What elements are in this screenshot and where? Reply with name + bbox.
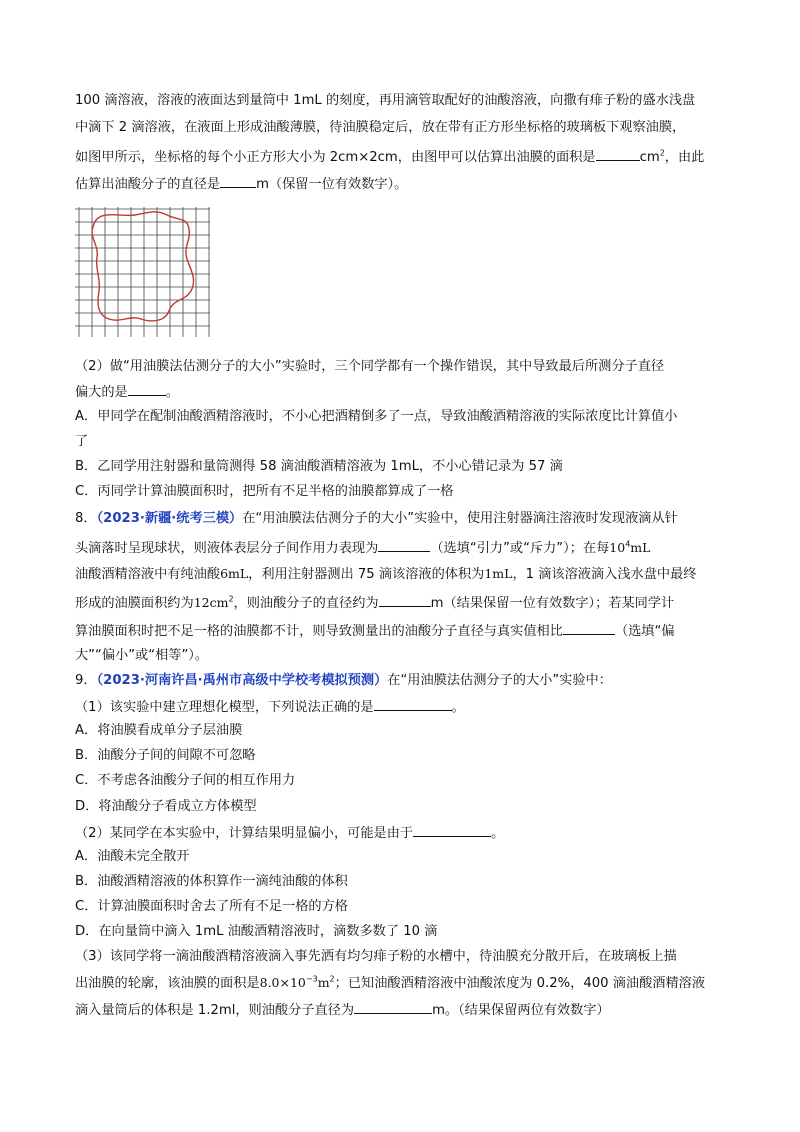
q9-1-option-c: C．不考虑各油酸分子间的相互作用力 [75,773,296,788]
answer-blank[interactable] [374,697,452,711]
q7-2-option-b: B．乙同学用注射器和量筒测得 58 滴油酸酒精溶液为 1mL，不小心错记录为 57 滴 [75,459,563,474]
q9-source: （2023·河南许昌·禹州市高级中学校考模拟预测） [96,673,388,688]
q9-3-line-3: 滴入量筒后的体积是 1.2ml，则油酸分子直径为 m。（结果保留两位有效数字） [75,1000,735,1020]
q9-1-option-b: B．油酸分子间的间隙不可忽略 [75,748,256,763]
q7-2-stem-line-2: 偏大的是 。 [75,382,735,402]
intro-line-2: 中滴下 2 滴溶液，在液面上形成油酸薄膜，待油膜稳定后，放在带有正方形坐标格的玻璃板下观察油膜， [75,120,686,135]
q7-2-option-a-cont: 了 [75,434,89,449]
oil-film-outline [92,212,193,321]
answer-blank[interactable] [378,538,430,552]
intro-line-3: 如图甲所示，坐标格的每个小正方形大小为 2cm×2cm，由图甲可以估算出油膜的面积是 $cm^2$，由此 [75,148,705,165]
answer-blank[interactable] [220,174,256,188]
q8-line-1: 8．（2023·新疆·统考三模）在“用油膜法估测分子的大小”实验中，使用注射器滴注溶液时发现液滴从针 [75,511,678,526]
q9-number: 9． [75,673,97,688]
intro-line-4: 估算出油酸分子的直径是 m（保留一位有效数字）。 [75,174,735,194]
q8-source: （2023·新疆·统考三模） [96,511,243,526]
intro-line-1: 100 滴溶液，溶液的液面达到量筒中 1mL 的刻度，再用滴管取配好的油酸溶液，向撒有痱子粉的盛水浅盘 [75,93,696,108]
q9-1-option-d: D．将油酸分子看成立方体模型 [75,799,257,814]
coordinate-grid [75,207,210,337]
q9-2-option-c: C．计算油膜面积时舍去了所有不足一格的方格 [75,899,348,914]
q9-1-stem: （1）该实验中建立理想化模型，下列说法正确的是 。 [75,697,735,717]
q8-line-2: 头滴落时呈现球状，则液体表层分子间作用力表现为 （选填“引力”或“斥力”）；在每$10^4mL$ [75,539,651,556]
q8-line-3: 油酸酒精溶液中有纯油酸6mL，利用注射器测出 75 滴该溶液的体积为1mL，1 滴该溶液滴入浅水盘中最终 [75,566,697,582]
q9-2-stem: （2）某同学在本实验中，计算结果明显偏小，可能是由于 。 [75,823,735,843]
q8-line-6: 大”“偏小”或“相等”）。 [75,648,209,663]
answer-blank[interactable] [563,621,615,635]
q8-number: 8． [75,511,97,526]
q8-line-5: 算油膜面积时把不足一格的油膜都不计，则导致测量出的油酸分子直径与真实值相比 （选填“偏 [75,621,735,641]
q9-2-option-d: D．在向量筒中滴入 1mL 油酸酒精溶液时，滴数多数了 10 滴 [75,924,438,939]
q7-2-option-a: A．甲同学在配制油酸酒精溶液时，不小心把酒精倒多了一点，导致油酸酒精溶液的实际浓度比计算值小 [75,409,678,424]
answer-blank[interactable] [128,382,166,396]
q9-line-1: 9．（2023·河南许昌·禹州市高级中学校考模拟预测）在“用油膜法估测分子的大小”实验中： [75,673,612,688]
q8-line-4: 形成的油膜面积约为$12cm^2$，则油酸分子的直径约为 m（结果保留一位有效数字）；若某同学计 [75,594,675,611]
q7-2-option-c: C．丙同学计算油膜面积时，把所有不足半格的油膜都算成了一格 [75,484,454,499]
q9-3-line-1: （3）该同学将一滴油酸酒精溶液滴入事先洒有均匀痱子粉的水槽中，待油膜充分散开后，在玻璃板上描 [75,949,677,964]
q9-1-option-a: A．将油膜看成单分子层油膜 [75,723,243,738]
q9-2-option-a: A．油酸未完全散开 [75,849,190,864]
q9-3-line-2: 出油膜的轮廓，该油膜的面积是$8.0\times 10^{-3}m^2$；已知油酸酒精溶液中油酸浓度为 0.2%，400 滴油酸酒精溶液 [75,974,706,991]
oil-film-grid-figure [75,207,210,337]
q9-2-option-b: B．油酸酒精溶液的体积算作一滴纯油酸的体积 [75,874,348,889]
answer-blank[interactable] [354,1000,432,1014]
q7-2-stem-line-1: （2）做“用油膜法估测分子的大小”实验时，三个同学都有一个操作错误，其中导致最后所测分子直径 [75,359,665,374]
answer-blank[interactable] [413,823,491,837]
answer-blank[interactable] [379,593,431,607]
answer-blank[interactable] [596,147,640,161]
